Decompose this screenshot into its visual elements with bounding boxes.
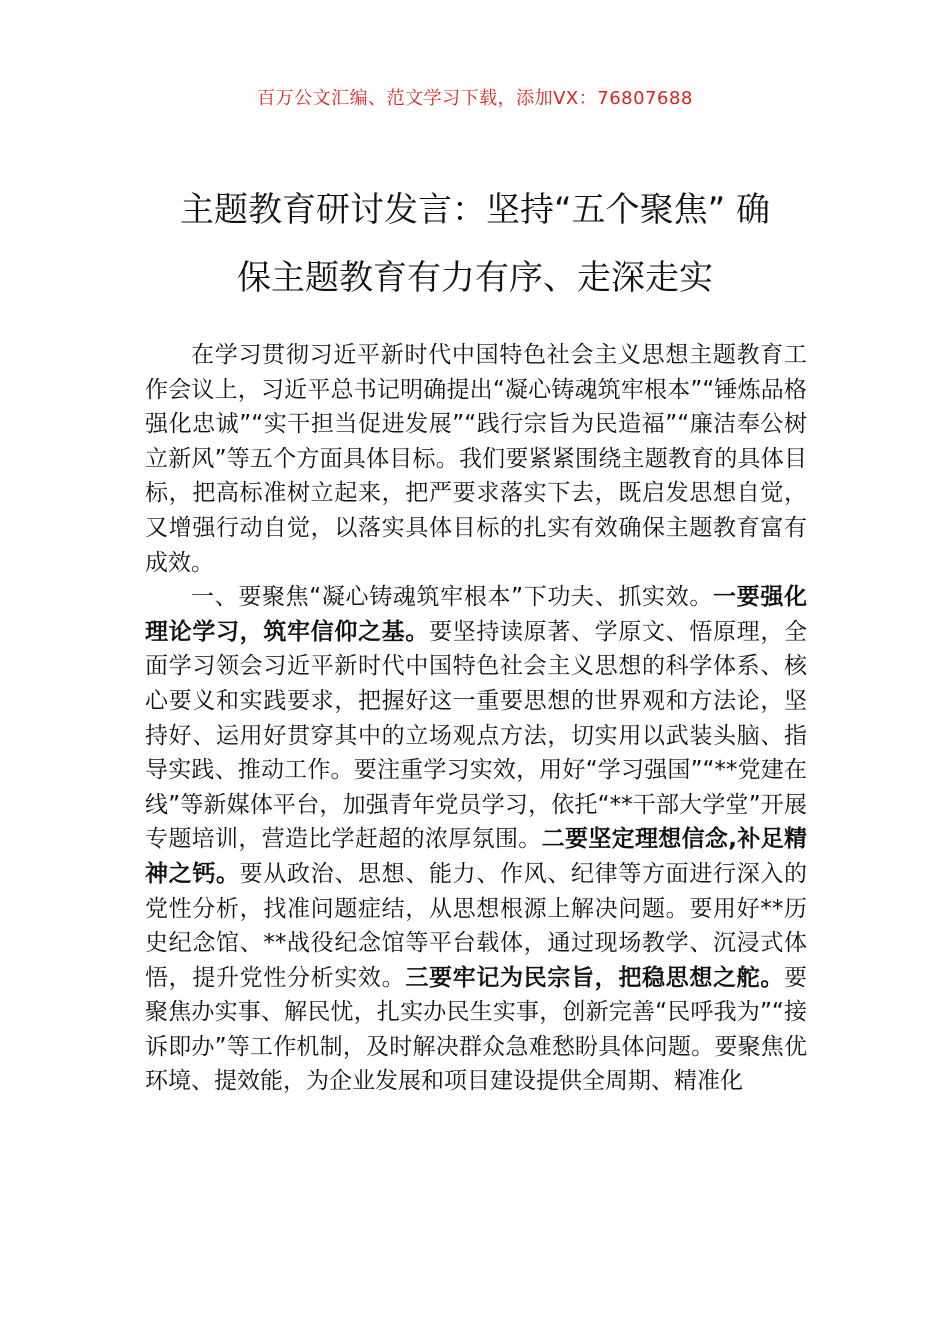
point-3-heading: 三要牢记为民宗旨，把稳思想之舵。 xyxy=(405,964,785,991)
title-line-1: 主题教育研讨发言：坚持“五个聚焦” 确 xyxy=(179,190,771,230)
section-1-heading: 一、要聚焦“凝心铸魂筑牢根本”下功夫、抓实效。 xyxy=(191,584,714,611)
watermark-header: 百万公文汇编、范文学习下载，添加VX：76807688 xyxy=(257,88,693,109)
point-1-text: 要坚持读原著、学原文、悟原理，全面学习领会习近平新时代中国特色社会主义思想的科学体系、核心要义和实践要求，把握好这一重要思想的世界观和方法论，坚持好、运用好贯穿其中的立场观点方法，切实用以武装头脑、指导实践、推动工作。要注重学习实效，用好“学习强国”“**党建在线”等新媒体平台，加强青年党员学习，依托“**干部大学堂”开展专题培训，营造比学赶超的浓厚氛围。 xyxy=(145,618,808,853)
document-title xyxy=(140,176,810,312)
point-2-text: 要从政治、思想、能力、作风、纪律等方面进行深入的党性分析，找准问题症结，从思想根源上解决问题。要用好**历史纪念馆、**战役纪念馆等平台载体，通过现场教学、沉浸式体悟，提升党性分析实效。 xyxy=(145,860,808,991)
point-2-heading: 二要坚定理想信念,补足精神之钙。 xyxy=(145,826,807,887)
title-line-2: 保主题教育有力有序、走深走实 xyxy=(237,258,713,298)
document-body xyxy=(145,338,807,1099)
point-1-heading: 一要强化理论学习，筑牢信仰之基。 xyxy=(145,584,807,645)
intro-paragraph: 在学习贯彻习近平新时代中国特色社会主义思想主题教育工作会议上，习近平总书记明确提出“凝心铸魂筑牢根本”“锤炼品格强化忠诚”“实干担当促进发展”“践行宗旨为民造福”“廉洁奉公树立新风”等五个方面具体目标。我们要紧紧围绕主题教育的具体目标，把高标准树立起来，把严要求落实下去，既启发思想自觉，又增强行动自觉，以落实具体目标的扎实有效确保主题教育富有成效。 xyxy=(145,342,807,576)
point-3-text: 要聚焦办实事、解民忧，扎实办民生实事，创新完善“民呼我为”“接诉即办”等工作机制，及时解决群众急难愁盼具体问题。要聚焦优环境、提效能，为企业发展和项目建设提供全周期、精准化 xyxy=(145,964,808,1095)
section-1-paragraph xyxy=(145,580,807,1099)
